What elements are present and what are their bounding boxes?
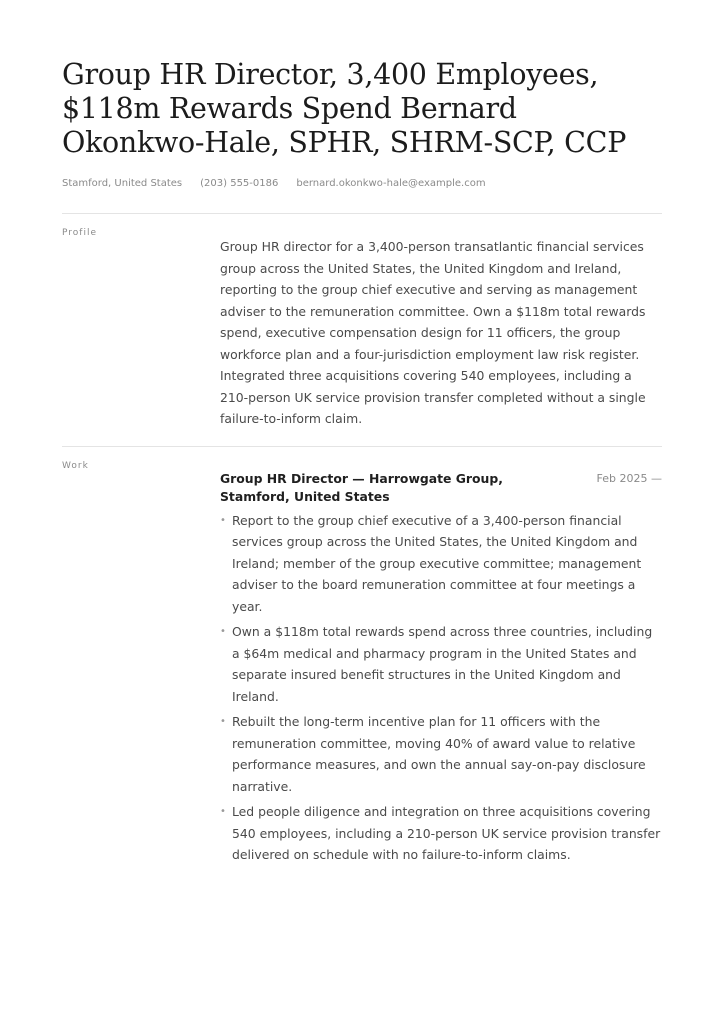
bullet-icon: • — [220, 626, 226, 637]
bullet-text: Led people diligence and integration on three acquisitions covering 540 employees, including a 210-person UK service provision transfer delivered on schedule with no failure-to-inform claims. — [232, 804, 661, 862]
resume-page — [62, 0, 662, 870]
divider — [62, 446, 662, 447]
section-label-profile: Profile — [62, 228, 97, 238]
contact-line — [62, 178, 662, 189]
contact-location: Stamford, United States — [62, 178, 183, 189]
bullet-icon: • — [220, 716, 226, 727]
job-date: Feb 2025 — — [596, 471, 662, 485]
profile-text: Group HR director for a 3,400-person transatlantic financial services group across the United States, the United Kingdom and Ireland, reporting to the group chief executive and serving as management adviser to the remuneration committee. Own a $118m total rewards spend, executive compensation design for 11 officers, the group workforce plan and a four-jurisdiction employment law risk register. Integrated three acquisitions covering 540 employees, including a 210-person UK service provision transfer completed without a single failure-to-inform claim. — [220, 239, 646, 426]
list-item — [220, 621, 662, 707]
job-bullets — [220, 510, 662, 866]
divider — [62, 213, 662, 214]
job-entry — [220, 461, 662, 870]
bullet-text: Own a $118m total rewards spend across three countries, including a $64m medical and pharmacy program in the United States and separate insured benefit structures in the United Kingdom and Ireland. — [232, 624, 653, 704]
profile-section — [62, 228, 662, 430]
bullet-text: Rebuilt the long-term incentive plan for 11 officers with the remuneration committee, moving 40% of award value to relative performance measures, and own the annual say-on-pay disclosure narrative. — [232, 714, 646, 794]
resume-title: Group HR Director, 3,400 Employees, $118m Rewards Spend Bernard Okonkwo-Hale, SPHR, SHRM-SCP, CCP — [62, 58, 627, 159]
bullet-text: Report to the group chief executive of a 3,400-person financial services group across the United States, the United Kingdom and Ireland; member of the group executive committee; management adviser to the board remuneration committee at four meetings a year. — [232, 512, 642, 614]
bullet-icon: • — [220, 806, 226, 817]
contact-phone: (203) 555-0186 — [200, 178, 279, 189]
work-section — [62, 461, 662, 870]
contact-email: bernard.okonkwo-hale@example.com — [296, 178, 486, 189]
list-item — [220, 801, 662, 866]
job-title: Group HR Director — Harrowgate Group, Stamford, United States — [220, 470, 503, 504]
list-item — [220, 711, 662, 797]
section-label-work: Work — [62, 460, 89, 471]
list-item — [220, 510, 662, 618]
bullet-icon: • — [220, 514, 226, 526]
